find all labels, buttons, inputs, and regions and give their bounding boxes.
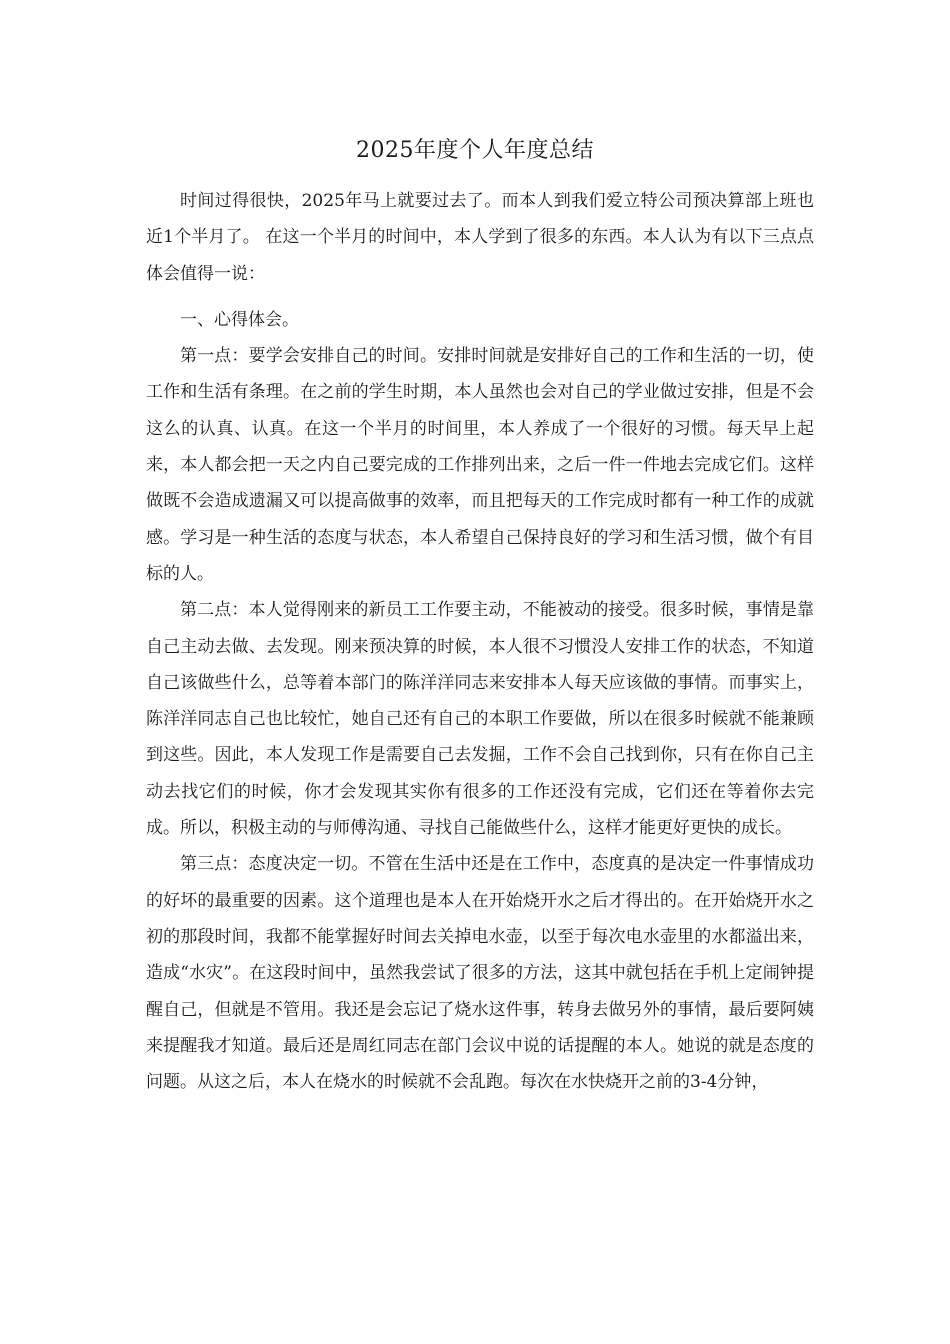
section-heading: 一、心得体会。 [180,309,299,330]
point-two-paragraph: 第二点：本人觉得刚来的新员工工作要主动，不能被动的接受。很多时候，事情是靠自己主动去做、去发现。刚来预决算的时候，本人很不习惯没人安排工作的状态，不知道自己该做些什么，总等着本部门的陈洋洋同志来安排本人每天应该做的事情。而事实上，陈洋洋同志自己也比较忙，她自己还有自己的本职工作要做，所以在很多时候就不能兼顾到这些。因此，本人发现工作是需要自己去发掘，工作不会自己找到你，只有在你自己主动去找它们的时候，你才会发现其实你有很多的工作还没有完成，它们还在等着你去完成。所以，积极主动的与师傅沟通、寻找自己能做些什么，这样才能更好更快的成长。 [146,600,814,839]
document-title: 2025年度个人年度总结 [356,138,594,163]
point-three-paragraph: 第三点：态度决定一切。不管在生活中还是在工作中，态度真的是决定一件事情成功的好坏的最重要的因素。这个道理也是本人在开始烧开水之后才得出的。在开始烧开水之初的那段时间，我都不能掌握好时间去关掉电水壶，以至于每次电水壶里的水都溢出来，造成“水灾”。在这段时间中，虽然我尝试了很多的方法，这其中就包括在手机上定闹钟提醒自己，但就是不管用。我还是会忘记了烧水这件事，转身去做另外的事情，最后要阿姨来提醒我才知道。最后还是周红同志在部门会议中说的话提醒的本人。她说的就是态度的问题。从这之后，本人在烧水的时候就不会乱跑。每次在水快烧开之前的3-4分钟， [146,854,814,1093]
point-one-paragraph: 第一点：要学会安排自己的时间。安排时间就是安排好自己的工作和生活的一切，使工作和生活有条理。在之前的学生时期，本人虽然也会对自己的学业做过安排，但是不会这么的认真、认真。在这一个半月的时间里，本人养成了一个很好的习惯。每天早上起来，本人都会把一天之内自己要完成的工作排列出来，之后一件一件地去完成它们。这样做既不会造成遗漏又可以提高做事的效率，而且把每天的工作完成时都有一种工作的成就感。学习是一种生活的态度与状态，本人希望自己保持良好的学习和生活习惯，做个有目标的人。 [146,346,814,584]
document-body [146,183,814,1100]
intro-paragraph: 时间过得很快，2025年马上就要过去了。而本人到我们爱立特公司预决算部上班也近1个半月了。 在这一个半月的时间中，本人学到了很多的东西。本人认为有以下三点点体会值得一说： [146,191,814,284]
